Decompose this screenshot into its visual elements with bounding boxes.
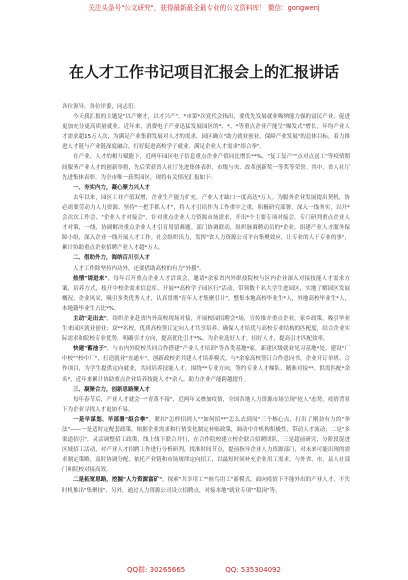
document-title: 在人才工作书记项目汇报会上的汇报讲话	[68, 63, 339, 81]
body-paragraph	[62, 274, 350, 314]
header-banner: 关注头条号"公文研究"，获得最新最全最专业的公文资料库！ 微信：gongwenj	[88, 4, 320, 12]
body-paragraph: 人才工作除坚持内功外，还要借助高校的有力"外援"。	[73, 265, 205, 272]
intro-paragraph: 今天我汇报的主题是"以产聚才，以才兴产"。*市第*次党代会指出，要优先发展就业吸纳能力强的富民产业，促进更加充分更高质量就业。近年来，消费电子产业迅猛发展园区的*、*、*等重点企业产能呈"爆发式"增长，年均产业人才需求超15万人次，为满足产业集群发展对人才的需求，园区确立"助力就业创业，保障产业发展"的总体目标，着力推进人才链与产业链深度融合，打好促进高校学子就业、满足企业人才需求"组合拳"。	[62, 114, 350, 151]
paragraph-lead: 热情"请进来"	[73, 275, 108, 282]
greeting: 各位领导，各位评委，同志们：	[62, 104, 140, 110]
section-heading: 一、夯实内力，凝心聚力兴人才	[73, 184, 151, 191]
qq-group-label: QQ群: 30265665	[127, 566, 186, 574]
paragraph-text: 。紧扣"怎样招到人""如何招**"怎么去到岗"三个核心点，打出了刚劲有力的"拳法"——一是适时定配套政策，根据企业需求和行情变化制定补贴政策，调动中介机构积极性，带动人才流动；二是"多渠道招引"，灵活调整招工政策，线上线下联合并行，在合作院校建立校企联合招聘团队，三是超前研究，分阶段促进区域招工活动，对产业人才招聘工作进行分析研判，找准时间节点，提前指导企业人力资源部门，对未来可能出现的需求制定策略，及时协调分配，依托产业链和市场规律定向招工，以最短时间补充企业用工需求，与外省、市、县人社部门和院校对接高效。	[62, 416, 350, 474]
paragraph-lead: 二是拓宽思路，挖掘"人力资源富矿"	[73, 477, 163, 484]
paragraph-text: ，每年召开重点企业人才洽谈会，邀请*余家省内外职技院校与区内企业深入对接技能人才需求方案，培养方式，枝开中校企需求信息库，开展**高校学子园区行"活动，带领数千名大学生进园区，实地了解园区发展概况、企业风采，吸引多类优秀人才，认真贯彻"育年人才集聚引计"，整集本地高校毕业生*人，外地高校毕业生*人，本地籍毕业生占比*%。	[62, 275, 350, 312]
intro-paragraph: 在产业、人才的相互赋能下，近两年园区电子信息重点企业产值同比增长**%，"复工复产""点对点送工"等疫情期间服务产业人才的创新举措，先后荣获省人社厅先进集体表彰，市级与央、改革创新奖一等奖等荣誉。其中，省人社厅先进集体表彰。为全市唯一获奖园区。现将有关情况汇报如下：	[62, 154, 350, 181]
paragraph-text: ，组织企业赴省内外高校现场对接，开展校园招聘会*场，宣传推介重点企业，家乡政策，吸引毕业生来园区就业创业；双**名校、优质高校签订定向人才共享培养、确保人才培优与高校专业结构的匹配度，结合企业实际需求和院校专业优势，明确引才方向，提高优化引才*%，为企业选好人才，招好人才，提高引才匹配效率。	[62, 315, 350, 343]
body-paragraph	[62, 314, 350, 344]
body-paragraph	[62, 415, 350, 476]
paragraph-text: ，探索"共享用工""候鸟用工"新模式，面向疫情下不能外出的产业人才，不失时机推出"集聚技"、另外，通过人力资源公司设立招聘点，对接本地"就业专项""稳岗"等。	[62, 477, 350, 494]
paragraph-text: ，与市内外院校共同合作搭建"产业人才培训"等各类基地*家，新建区级就业见习基地*处，建设"厂中校""校中厂"，打造就业"直通车"，创新政校企共建人才培养模式，与*余家高校签订合作意向书，企业开订单班、合作项目，为学生提供定向就业，共同培养技能人才，围绕**专业方向，签约专业人才梯队、精准对接**、供需匹配*余名*，近年来累计协助重点企业培养技能人才*余人，助力企业产能跨越提升。	[62, 346, 350, 383]
qq-label: QQ: 535304092	[225, 566, 281, 574]
paragraph-lead: 快建"蓄池子"	[73, 346, 107, 353]
document-body	[62, 102, 350, 496]
body-paragraph: 去年以来，园区工业产值双增，企业生产能力扩充，产业人才缺口一度高达*万人。为服务企业发展提出契机，协必需要劳动力人力资源。坚持"一把手抓人才"，将人才引培作为工作重中之重，积极研究部署，深入一线务实，以开*会次次工作会、"企业人才对接会"，针对重点企业人力资源市场需求，开出*个主要专项对接会，专门研判重点企业人才对策，一线，协调解决重点企业人才引育用留难题。部门协调联动，组织脉调聘动员的*企业，组建产业人才服务保障小组，深入企业一线开展人才工作。社会组织出力，发挥"省人力资源公司平台集聚效应，让专业的人干专业的事"，累计协助重点企业招聘产业人才超*万人。	[62, 194, 350, 252]
paragraph-lead: 主动"走出去"	[73, 315, 107, 322]
section-heading: 二、借助外力，海纳百川引人才	[73, 255, 151, 262]
body-paragraph: 每年春节后，产业人才就会一"青黄不接"，近两年又叠加疫情，全国各地人力资源市场呈现"抢人"态势，疫情背景下为企业寻找人才更加不易。	[62, 396, 350, 413]
section-heading: 三、凝聚合力，创新思路聚人才	[73, 386, 151, 393]
body-paragraph	[62, 475, 350, 495]
paragraph-lead: 一是早谋划、早部署"组合拳"	[73, 416, 149, 423]
footer-contact	[0, 565, 408, 575]
body-paragraph	[62, 344, 350, 384]
